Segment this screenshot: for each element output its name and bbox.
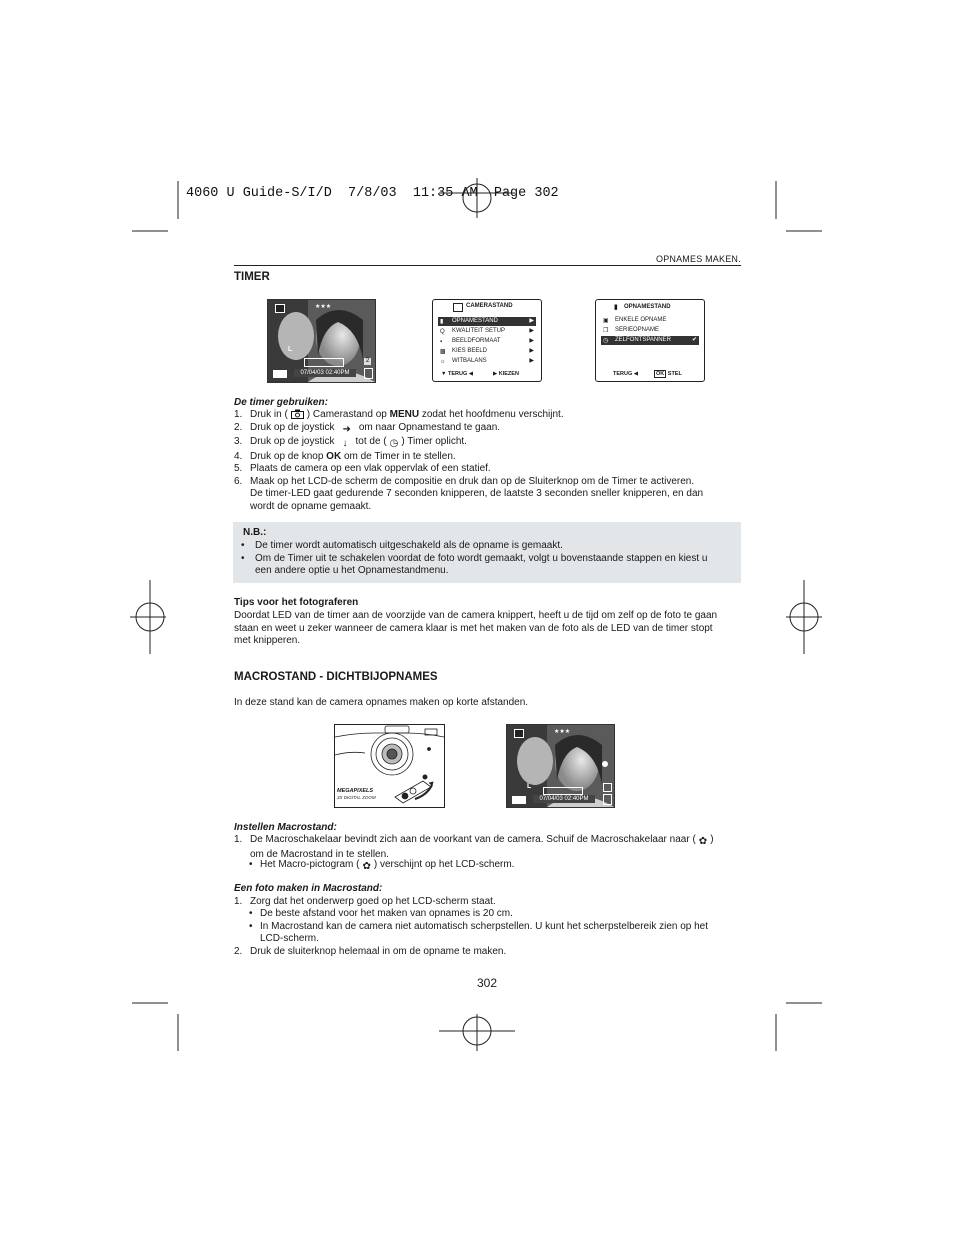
single-shot-icon: ▣ — [603, 318, 609, 324]
menu-item-beeldformaat[interactable]: ▪ BEELDFORMAAT ▶ — [440, 338, 534, 345]
set-label: OK STEL — [656, 371, 682, 377]
menu-title: CAMERASTAND — [466, 303, 513, 309]
step-2: 2. Druk op de joystick ➜ om naar Opnamestand te gaan. — [234, 421, 501, 435]
checkmark-icon: ✔ — [691, 337, 697, 343]
camera-mode-icon — [514, 729, 524, 738]
macro-flower-icon: ✿ — [698, 836, 708, 847]
back-label: ▼ TERUG ◀ — [441, 371, 473, 377]
select-label: ▶ KIEZEN — [493, 371, 519, 377]
header-rule — [234, 265, 741, 266]
note-title: N.B.: — [243, 527, 267, 538]
zoom-bar — [543, 787, 583, 795]
step-1: 1. Druk in ( ) Camerastand op MENU zodat het hoofdmenu verschijnt. — [234, 409, 564, 420]
step-6: 6. Maak op het LCD-de scherm de compositie en druk dan op de Sluiterknop om de Timer te activeren. De timer-LED gaat gedurende 7 seconden knipperen, de laatste 3 seconden sneller knipperen, en dan wordt de opname gemaakt. — [234, 475, 704, 512]
macro-set-bullets — [234, 859, 744, 874]
camera-label-megapixels: MEGAPIXELS — [337, 788, 374, 794]
macro-icon — [602, 761, 608, 767]
arrow-down-icon: ↓ — [342, 438, 348, 449]
menu-item-opnamestand[interactable]: ▮ OPNAMESTAND ▶ — [440, 318, 534, 325]
mode-icon: ▮ — [440, 319, 444, 325]
white-balance-icon: ☼ — [440, 359, 446, 365]
timer-heading: TIMER — [234, 271, 270, 283]
bullet-item: • Het Macro-pictogram ( ✿ ) verschijnt op het LCD-scherm. — [234, 859, 744, 874]
macro-flower-icon — [423, 775, 428, 780]
battery-icon — [512, 796, 526, 804]
burst-icon: ❐ — [603, 328, 609, 334]
camera-label-zoom: 3X DIGITAL ZOOM — [337, 795, 376, 800]
mode-icon: ▮ — [614, 304, 618, 311]
note-box — [233, 522, 741, 583]
bullet-item: • De beste afstand voor het maken van opnames is 20 cm. — [234, 908, 744, 921]
step-3: 3. Druk op de joystick ↓ tot de ( ◷ ) Timer oplicht. — [234, 436, 467, 449]
macro-set-steps — [234, 834, 754, 861]
zoom-bar — [304, 358, 344, 367]
step-1: 1. De Macroschakelaar bevindt zich aan de voorkant van de camera. Schuif de Macroschakelaar naar ( ✿ ) om de Macrostand in te stellen. — [234, 834, 714, 860]
camera-icon — [453, 303, 463, 312]
macro-shoot-bullets — [234, 908, 744, 946]
battery-icon — [273, 370, 287, 378]
memory-card-icon — [603, 794, 612, 805]
note-item: • De timer wordt automatisch uitgeschakeld als de opname is gemaakt. — [233, 540, 738, 553]
macro-intro: In deze stand kan de camera opnames maken op korte afstanden. — [234, 697, 529, 708]
datetime-stamp: 07/04/03 02:40PM — [533, 795, 595, 803]
shots-remaining: 2 — [365, 358, 370, 364]
self-timer-icon: ◷ — [603, 338, 609, 344]
menu-item-kwaliteit[interactable]: Q KWALITEIT SETUP ▶ — [440, 328, 534, 335]
bullet-item: • In Macrostand kan de camera niet automatisch scherpstellen. U kunt het scherpstelbereik zien op het LCD-scherm. — [234, 921, 744, 946]
timer-steps — [234, 409, 744, 513]
camera-front-illustration — [334, 724, 445, 808]
lcd-preview-timer — [267, 299, 376, 383]
back-label: TERUG ◀ — [613, 371, 639, 377]
memory-card-icon — [364, 368, 373, 379]
menu-item-kies-beeld[interactable]: ▩ KIES BEELD ▶ — [440, 348, 534, 355]
menu-item-serieopname[interactable]: ❐ SERIEOPNAME — [603, 327, 660, 334]
image-icon: ▩ — [440, 349, 446, 355]
step-5: 5. Plaats de camera op een vlak oppervlak of een statief. — [234, 463, 491, 474]
note-item: • Om de Timer uit te schakelen voordat de foto wordt gemaakt, volgt u bovenstaande stappen en kiest u een andere optie u het Opnamestandmenu. — [233, 553, 738, 578]
macro-flower-icon: ✿ — [362, 861, 371, 872]
running-head: OPNAMES MAKEN. — [656, 254, 741, 264]
tips-text: Doordat LED van de timer aan de voorzijde van de camera knippert, heeft u de tijd om zelf op de foto te gaan staan en weet u zeker wanneer de camera klaar is met het maken van de foto als de LED van de timer stopt met knipperen. — [234, 610, 718, 646]
quality-stars: ★★★ — [554, 729, 571, 735]
menu-item-enkele-opname[interactable]: ▣ ENKELE OPNAME — [603, 317, 667, 324]
menu-item-witbalans[interactable]: ☼ WITBALANS ▶ — [440, 358, 534, 365]
quality-stars: ★★★ — [315, 304, 332, 310]
image-size: L — [288, 346, 293, 353]
camera-mode-icon — [275, 304, 285, 313]
print-slug: 4060 U Guide-S/I/D 7/8/03 11:35 AM Page 302 — [186, 186, 559, 201]
lcd-preview-macro — [506, 724, 615, 808]
step-2: 2. Druk de sluiterknop helemaal in om de opname te maken. — [234, 946, 507, 957]
self-timer-icon: ◷ — [389, 438, 399, 449]
macro-shoot-step2 — [234, 946, 744, 959]
arrow-right-icon: ➜ — [342, 423, 351, 435]
quality-icon: Q — [440, 329, 445, 335]
camera-icon — [291, 409, 304, 419]
size-icon: ▪ — [440, 339, 443, 345]
timer-use-heading: De timer gebruiken: — [234, 397, 328, 408]
menu-item-zelfontspanner[interactable]: ◷ ZELFONTSPANNER ✔ — [603, 337, 697, 344]
step-4: 4. Druk op de knop OK om de Timer in te stellen. — [234, 450, 456, 462]
opnamestand-menu — [595, 299, 705, 382]
macro-shoot-heading: Een foto maken in Macrostand: — [234, 883, 383, 894]
menu-title: OPNAMESTAND — [624, 304, 671, 310]
camerastand-menu — [432, 299, 542, 382]
image-size: L — [527, 783, 532, 790]
macro-heading: MACROSTAND - DICHTBIJOPNAMES — [234, 671, 438, 683]
page-number: 302 — [477, 976, 498, 990]
macro-shoot-step1 — [234, 896, 744, 909]
self-timer-icon — [603, 783, 612, 792]
step-1: 1. Zorg dat het onderwerp goed op het LCD-scherm staat. — [234, 896, 496, 907]
datetime-stamp: 07/04/03 02:40PM — [294, 369, 356, 377]
macro-set-heading: Instellen Macrostand: — [234, 822, 337, 833]
tips-heading: Tips voor het fotograferen — [234, 597, 359, 608]
note-list — [233, 540, 738, 578]
